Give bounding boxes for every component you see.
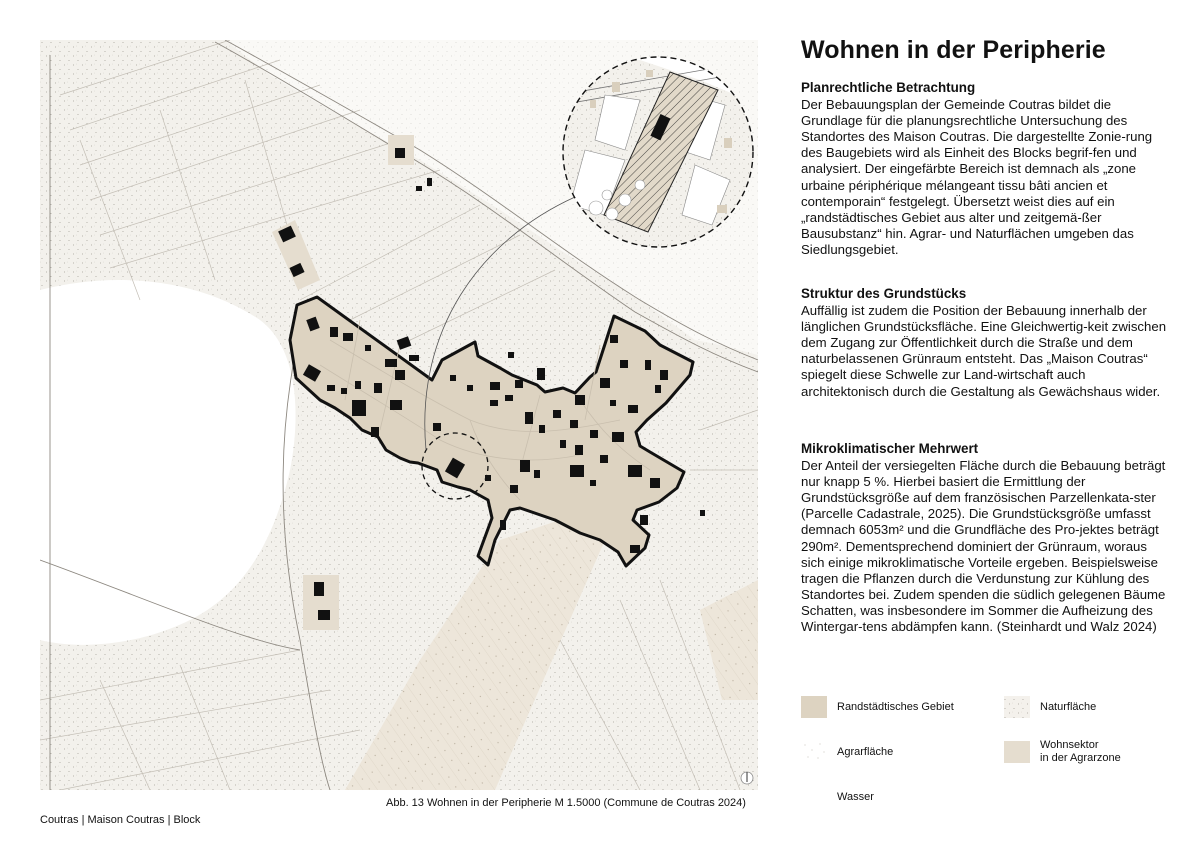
section-heading: Planrechtliche Betrachtung bbox=[801, 80, 976, 95]
legend-swatch-water bbox=[801, 786, 827, 808]
section-structure bbox=[801, 286, 1167, 400]
legend-nature bbox=[1040, 701, 1096, 714]
legend-swatch-urban bbox=[801, 696, 827, 718]
legend-agrar bbox=[837, 746, 893, 759]
section-text: Auffällig ist zudem die Position der Bebauung innerhalb der länglichen Grundstücksfläche. Eine Gleichwertig-keit zwischen dem Zugang zur Öffentlichkeit durch die Straße und dem naturbelassenen Grünraum entsteht. Das „Maison Coutras“ spiegelt diese Schwelle zur Land-wirtschaft auch architektonisch durch die Gestaltung als Gewächshaus wider. bbox=[801, 303, 1167, 399]
page-footer: Coutras | Maison Coutras | Block bbox=[40, 814, 201, 826]
page-title: Wohnen in der Peripherie bbox=[801, 36, 1106, 64]
legend-label: Wasser bbox=[837, 791, 874, 803]
legend-label: Randstädtisches Gebiet bbox=[837, 701, 954, 713]
section-heading: Struktur des Grundstücks bbox=[801, 286, 967, 301]
section-microclimate bbox=[801, 441, 1167, 635]
legend-label: Wohnsektor in der Agrarzone bbox=[1040, 739, 1121, 764]
section-planning bbox=[801, 80, 1167, 258]
legend-agrar-zone bbox=[1040, 739, 1121, 765]
legend-label: Agrarfläche bbox=[837, 746, 894, 758]
north-arrow-icon bbox=[741, 772, 753, 784]
section-text: Der Anteil der versiegelten Fläche durch die Bebauung beträgt nur knapp 5 %. Hierbei basiert die Ermittlung der Grundstücksgröße auf dem französischen Parzellenkata-ster (Parcelle Cadastrale, 2025). Die Grundstücksgröße umfasst demnach 6053m² und die Grundfläche des Pro-jektes beträgt 290m². Dementsprechend dominiert der Grünraum, woraus sich einige mikroklimatische Vorteile ergeben. Beispielsweise tragen die Pflanzen durch die Verdunstung zur Kühlung des Standortes bei. Zudem spenden die südlich gelegenen Bäume Schatten, was insbesondere im Sommer die Aufheizung des Wintergar-tens abdämpfen kann. (Steinhardt und Walz 2024) bbox=[801, 458, 1166, 635]
section-heading: Mikroklimatischer Mehrwert bbox=[801, 441, 979, 456]
map-caption: Abb. 13 Wohnen in der Peripherie M 1.5000 (Commune de Coutras 2024) bbox=[386, 797, 746, 809]
legend-swatch-agrar-zone bbox=[1004, 741, 1030, 763]
section-text: Der Bebauungsplan der Gemeinde Coutras bildet die Grundlage für die planungsrechtliche Untersuchung des Standortes des Maison Coutras. Die dargestellte Zonie-rung des Baugebiets wird als Einheit des Blocks begrif-fen und analysiert. Der eingefärbte Bereich ist demnach als „zone urbaine périphérique mélangeant tissu bâti ancien et contemporain“ festgelegt. Übersetzt weist dies auf ein „randstädtisches Gebiet aus alter und zeitgemä-ßer Bausubstanz“ hin. Agrar- und Naturflächen umgeben das Siedlungsgebiet. bbox=[801, 97, 1153, 257]
legend-urban bbox=[837, 701, 954, 714]
legend-label: Naturfläche bbox=[1040, 701, 1097, 713]
legend-water bbox=[837, 791, 874, 804]
legend-swatch-agrar bbox=[801, 741, 827, 763]
